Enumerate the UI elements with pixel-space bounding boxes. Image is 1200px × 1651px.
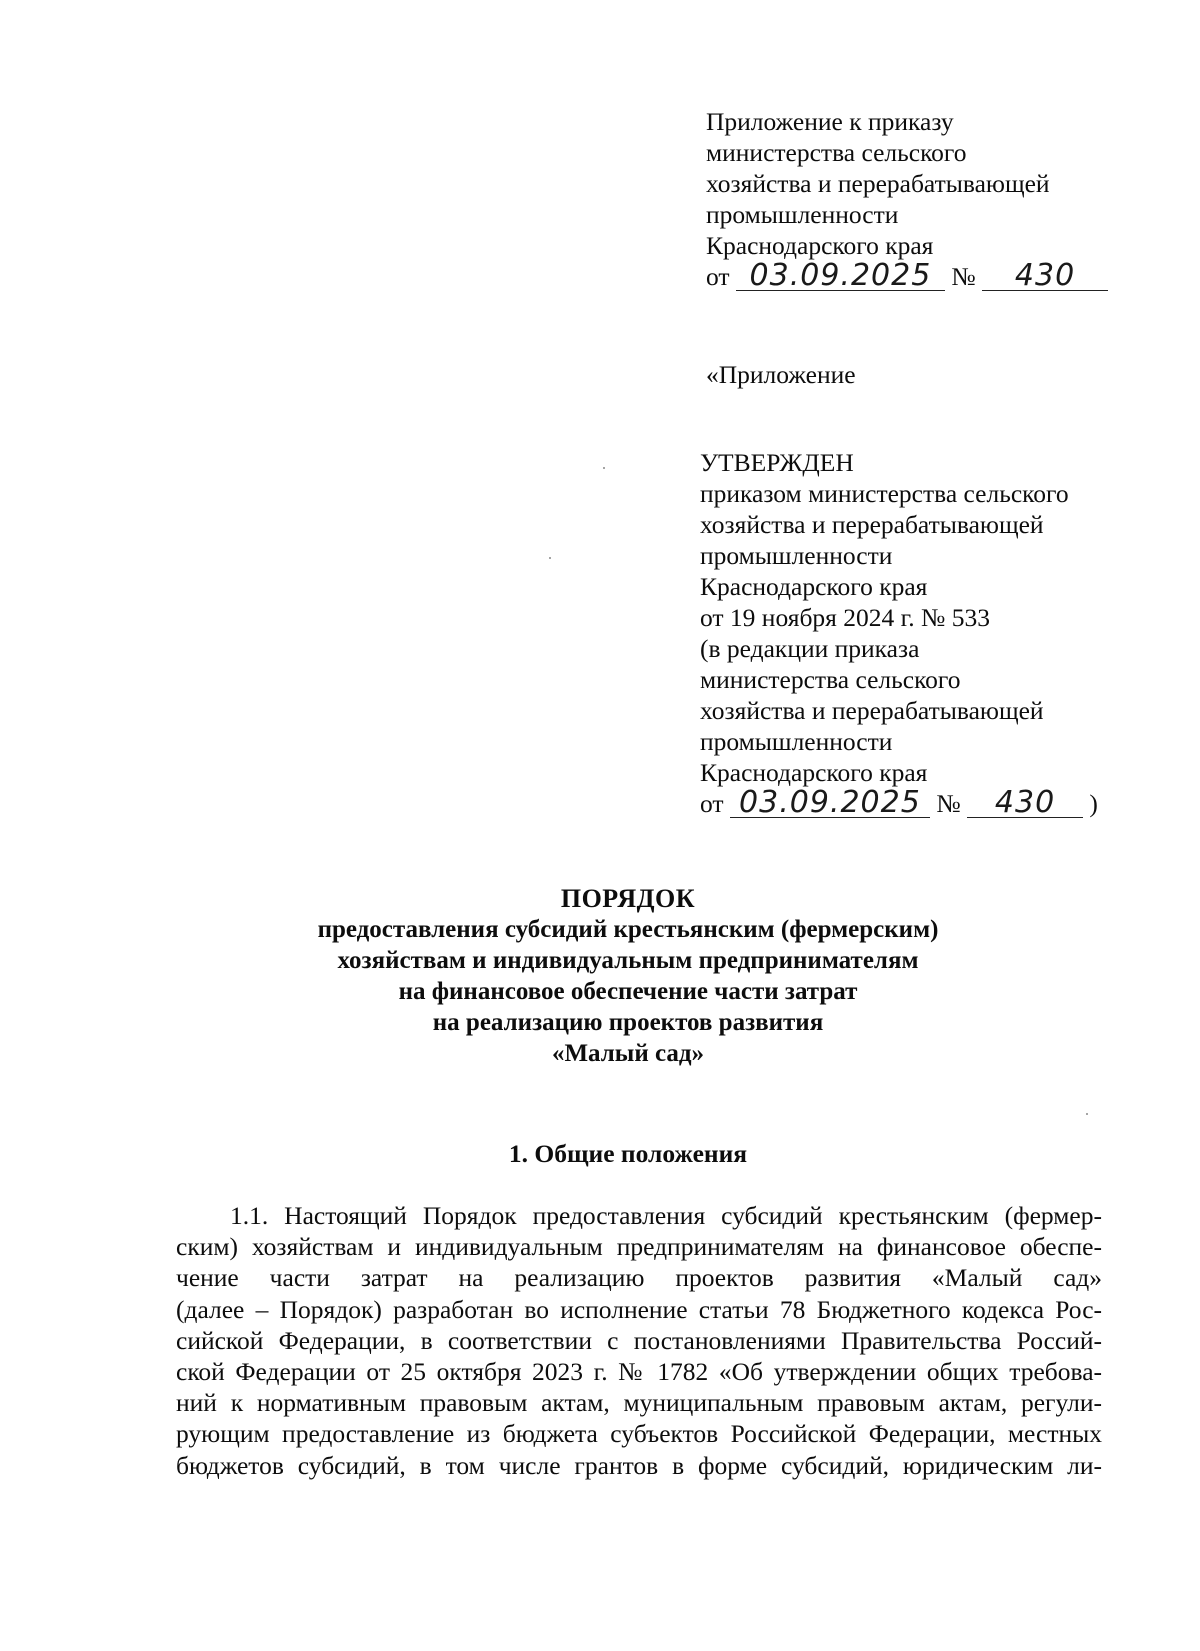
section-heading: 1. Общие положения xyxy=(508,1139,748,1168)
body-line: сийской Федерации, в соответствии с постановлениями Правительства Россий- xyxy=(176,1325,1102,1355)
approval-line: приказом министерства сельского xyxy=(700,479,1069,508)
body-line: ний к нормативным правовым актам, муниципальным правовым актам, регули- xyxy=(176,1388,1102,1418)
appendix-line: Краснодарского края xyxy=(706,231,934,260)
approval-date-line xyxy=(700,785,1098,820)
number-prefix: № xyxy=(951,262,976,291)
number-prefix: № xyxy=(936,789,961,818)
body-line: ской Федерации от 25 октября 2023 г. № 1782 «Об утверждении общих требова- xyxy=(176,1356,1102,1386)
title-line: на реализацию проектов развития xyxy=(432,1009,824,1036)
approval-heading: УТВЕРЖДЕН xyxy=(700,448,854,477)
appendix-line: Приложение к приказу xyxy=(706,107,954,136)
body-line: ским) хозяйствам и индивидуальным предпринимателям на финансовое обеспе- xyxy=(176,1232,1102,1262)
approval-line: министерства сельского xyxy=(700,665,961,694)
scan-speck xyxy=(1086,1113,1088,1115)
scan-speck xyxy=(603,467,605,469)
title-line: хозяйствам и индивидуальным предпринимателям xyxy=(337,947,919,974)
document-title xyxy=(0,883,1200,1069)
title-line: «Малый сад» xyxy=(551,1040,705,1067)
appendix-quote-label xyxy=(706,359,856,390)
appendix-quote-text: «Приложение xyxy=(706,360,856,389)
appendix-line: промышленности xyxy=(706,200,899,229)
appendix-line: министерства сельского xyxy=(706,138,967,167)
appendix-date-line xyxy=(706,258,1108,293)
title-line: на финансовое обеспечение части затрат xyxy=(398,978,858,1005)
handwritten-number-field xyxy=(967,785,1083,820)
body-line: 1.1. Настоящий Порядок предоставления субсидий крестьянским (фермер- xyxy=(230,1201,1102,1230)
approval-block xyxy=(700,447,1098,819)
body-paragraph xyxy=(176,1200,1102,1481)
title-main: ПОРЯДОК xyxy=(560,884,696,913)
approval-line: промышленности xyxy=(700,541,893,570)
approval-line: (в редакции приказа xyxy=(700,634,920,663)
approval-line: Краснодарского края xyxy=(700,572,928,601)
approval-line: промышленности xyxy=(700,727,893,756)
appendix-header xyxy=(706,106,1108,292)
body-line: бюджетов субсидий, в том числе грантов в форме субсидий, юридическим ли- xyxy=(176,1450,1102,1480)
scan-speck xyxy=(549,557,551,559)
body-line: чение части затрат на реализацию проектов развития «Малый сад» xyxy=(176,1263,1102,1293)
approval-line: от 19 ноября 2024 г. № 533 xyxy=(700,603,990,632)
handwritten-date: 03.09.2025 xyxy=(739,785,921,820)
date-prefix: от xyxy=(700,789,724,818)
handwritten-date-field xyxy=(730,785,930,820)
appendix-line: хозяйства и перерабатывающей xyxy=(706,169,1050,198)
approval-line: Краснодарского края xyxy=(700,758,928,787)
body-line: рующим предоставление из бюджета субъектов Российской Федерации, местных xyxy=(176,1419,1102,1449)
handwritten-number-field xyxy=(982,258,1108,293)
date-prefix: от xyxy=(706,262,730,291)
title-line: предоставления субсидий крестьянским (фермерским) xyxy=(317,916,939,943)
body-line: (далее – Порядок) разработан во исполнение статьи 78 Бюджетного кодекса Рос- xyxy=(176,1294,1102,1324)
handwritten-number: 430 xyxy=(1014,258,1076,293)
handwritten-date-field xyxy=(736,258,945,293)
handwritten-date: 03.09.2025 xyxy=(749,258,932,293)
handwritten-number: 430 xyxy=(994,785,1056,820)
approval-line: хозяйства и перерабатывающей xyxy=(700,696,1044,725)
closing-paren: ) xyxy=(1089,789,1098,818)
approval-line: хозяйства и перерабатывающей xyxy=(700,510,1044,539)
